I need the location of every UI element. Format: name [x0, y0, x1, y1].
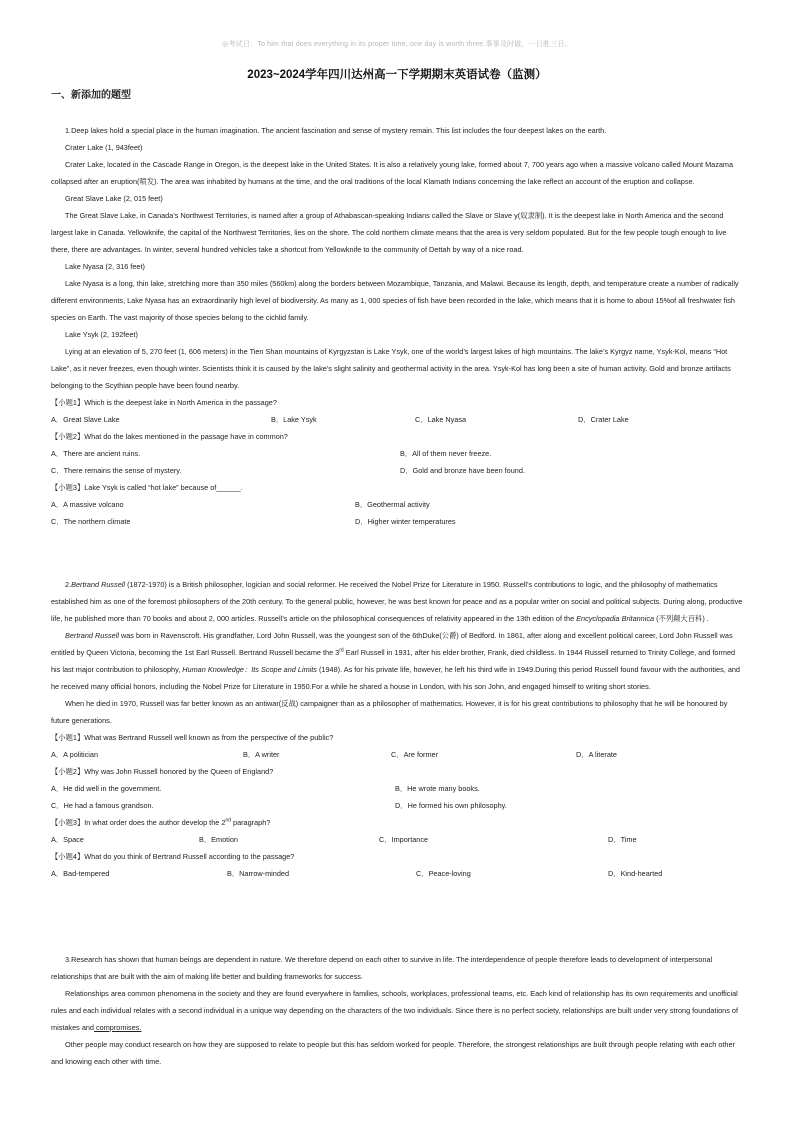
question-stem: 【小题3】Lake Ysyk is called “hot lake” because of______. — [51, 483, 243, 492]
option-a[interactable]: A．A massive volcano — [51, 500, 124, 509]
option-b[interactable]: B．He wrote many books. — [395, 784, 480, 793]
text-run: Earl Russell in 1931, after his elder brother, Frank, died childless. In 1944 Russell returned to Trinity College, and formed his last major contribution to philosophy, — [51, 648, 736, 674]
text-run: 【小题3】In what order does the author develop the 2 — [51, 818, 226, 827]
question-stem: 【小题2】Why was John Russell honored by the Queen of England? — [51, 767, 274, 776]
text-run: was born in Ravenscroft. His grandfather, Lord John Russell, was the youngest son of the 6thDuke(公爵) of Bedford. In 1861, after along and excellent political career, Lord John Russell was entitled by Queen Victoria, becoming the 1st Earl Russell. Bertrand Russell became the 3 — [51, 631, 733, 657]
text-run: Relationships area common phenomena in the society and they are found everywhere in families, schools, workplaces, professional teams, etc. Each kind of relationship has its own requirements and unofficial rules and each individual relates with a second individual in a unique way depending on the characters of the two individuals. Since there is no perfect society, relationships are built under very strong foundations of mistakes and — [51, 989, 738, 1032]
options-row — [51, 445, 743, 462]
options-row — [51, 865, 743, 882]
lake-text: Crater Lake, located in the Cascade Range in Oregon, is the deepest lake in the United States. It is also a relatively young lake, formed about 7, 700 years ago when a massive volcano called Mount Mazama collapsed after an eruption(喷发). The area was inhabited by humans at the time, and the oral traditions of the local Klamath Indians concerning the lake reflect an account of the eruption and collapse. — [51, 160, 734, 186]
option-d[interactable]: D．Crater Lake — [578, 415, 629, 424]
option-c[interactable]: C．Lake Nyasa — [415, 415, 467, 424]
passage-1 — [51, 122, 743, 530]
option-a[interactable]: A．Bad-tempered — [51, 869, 110, 878]
options-row — [51, 411, 743, 428]
options-row — [51, 780, 743, 797]
option-b[interactable]: B．Emotion — [199, 835, 238, 844]
option-d[interactable]: D．Higher winter temperatures — [355, 517, 456, 526]
book-title: Human Knowledge：Its Scope and Limits — [182, 665, 317, 674]
section-heading: 一、新添加的题型 — [51, 90, 131, 101]
text-run: (1948). As for his private life, however, he left his third wife in 1949.During this period Russell found favour with the authorities, and he received many official honors, including the Nobel Prize for Literature in 1950.For a while he shared a house in London, with his son John, and engaged himself to writing short stories. — [51, 665, 740, 691]
question-stem — [51, 814, 743, 831]
lake-text: The Great Slave Lake, in Canada’s Northwest Territories, is named after a group of Athabascan-speaking Indians called the Slave or Slave y(奴隶制). It is the deepest lake in North America and the second largest lake in Canada. Yellowknife, the capital of the Northwest Territories, lies on the shore. The cold northern climate means that the area is very seldom populated. But for the few people tough enough to live there, there are advantages. In winter, several hundred vehicles take a shortcut from Yellowknife to the community of Dettah by way of a nice road. — [51, 211, 727, 254]
passage3-para2 — [51, 985, 743, 1036]
option-c[interactable]: C．He had a famous grandson. — [51, 801, 154, 810]
options-row — [51, 496, 743, 513]
option-b[interactable]: B．All of them never freeze. — [400, 449, 492, 458]
page-title: 2023~2024学年四川达州高一下学期期末英语试卷（监测） — [247, 69, 547, 81]
question-stem: 【小题2】What do the lakes mentioned in the passage have in common? — [51, 432, 288, 441]
passage-number: 2. — [65, 580, 72, 589]
option-c[interactable]: C．Peace-loving — [416, 869, 471, 878]
encyclopedia-title: Encyclopadia Britannica — [576, 614, 655, 623]
option-b[interactable]: B．A writer — [243, 750, 280, 759]
options-row — [51, 746, 743, 763]
question-stem: 【小题1】Which is the deepest lake in North America in the passage? — [51, 398, 277, 407]
option-d[interactable]: D．Gold and bronze have been found. — [400, 466, 525, 475]
question-stem: 【小题4】What do you think of Bertrand Russell according to the passage? — [51, 852, 295, 861]
option-b[interactable]: B．Geothermal activity — [355, 500, 430, 509]
superscript: nd — [225, 817, 231, 824]
person-name: Bertrand Russell — [71, 580, 126, 589]
option-a[interactable]: A．There are ancient ruins. — [51, 449, 141, 458]
lake-heading: Lake Nyasa (2, 316 feet) — [65, 262, 145, 271]
lake-text: Lake Nyasa is a long, thin lake, stretching more than 350 miles (560km) along the borders between Mozambique, Tanzania, and Malawi. Because its length, depth, and temperature create a number of radically different environments, Lake Nyasa has an extraordinarily high level of biodiversity. As many as 1, 000 species of fish have been recorded in the lake, which means that it is home to about 15%of all freshwater fish species on Earth. The vast majority of those species belong to the cichlid family. — [51, 279, 739, 322]
option-a[interactable]: A．Space — [51, 835, 84, 844]
options-row — [51, 797, 743, 814]
lake-text: Lying at an elevation of 5, 270 feet (1, 606 meters) in the Tien Shan mountains of Kyrgyzstan is Lake Ysyk, one of the world’s largest lakes of high mountains. The lake’s Kyrgyz name, Ysyk-Kol, means “Hot Lake”, as it never freezes, even though winter. Scientists think it is caused by the lake’s slight salinity and geothermal activity in the area. Ysyk-Kol has long been a site of human activity. Gold and bronze artifacts belonging to the Scythian people have been found nearby. — [51, 347, 731, 390]
option-c[interactable]: C．There remains the sense of mystery. — [51, 466, 182, 475]
option-c[interactable]: C．The northern climate — [51, 517, 131, 526]
header-motto: ◎考试日：To him that does everything in its proper time, one day is worth three.事事及时做，一日胜三日。 — [222, 41, 572, 48]
passage-2 — [51, 576, 743, 882]
option-a[interactable]: A．A politician — [51, 750, 99, 759]
options-row — [51, 831, 743, 848]
lake-heading: Great Slave Lake (2, 015 feet) — [65, 194, 163, 203]
options-row — [51, 513, 743, 530]
lake-heading: Crater Lake (1, 943feet) — [65, 143, 143, 152]
superscript: rd — [339, 647, 344, 654]
option-d[interactable]: D．A literate — [576, 750, 617, 759]
text-run: (1872-1970) is a British philosopher, logician and social reformer. He received the Nobel Prize for Literature in 1950. Russell’s contributions to logic, and the philosophy of mathematics established him as one of the foremost philosophers of the 20th century. To the general public, however, he was best known for peace and as a popular writer on social and political subjects. During along, productive life, he published more than 70 books and about 2, 000 articles. Russell’s article on the philosophical consequences of relativity appeared in the 13th edition of the — [51, 580, 743, 623]
person-name: Bertrand Russell — [65, 631, 119, 640]
option-a[interactable]: A．Great Slave Lake — [51, 415, 120, 424]
option-c[interactable]: C．Importance — [379, 835, 429, 844]
lake-heading: Lake Ysyk (2, 192feet) — [65, 330, 138, 339]
option-b[interactable]: B．Lake Ysyk — [271, 415, 317, 424]
text-run: (不列颠大百科) . — [654, 614, 709, 623]
question-stem: 【小题1】What was Bertrand Russell well known as from the perspective of the public? — [51, 733, 334, 742]
passage2-para1 — [51, 576, 743, 627]
option-d[interactable]: D．Time — [608, 835, 637, 844]
underlined-word: compromises. — [94, 1023, 142, 1032]
passage1-intro: 1.Deep lakes hold a special place in the human imagination. The ancient fascination and sense of mystery remain. This list includes the four deepest lakes on the earth. — [65, 126, 607, 135]
option-d[interactable]: D．Kind-hearted — [608, 869, 663, 878]
options-row — [51, 462, 743, 479]
passage2-para3: When he died in 1970, Russell was far better known as an antiwar(反战) campaigner than as a philosopher of mathematics. However, it is for his great contributions to philosophy that he will be honoured by future generations. — [51, 699, 728, 725]
option-a[interactable]: A．He did well in the government. — [51, 784, 162, 793]
option-c[interactable]: C．Are former — [391, 750, 439, 759]
text-run: paragraph? — [230, 818, 271, 827]
passage2-para2 — [51, 627, 743, 695]
option-d[interactable]: D．He formed his own philosophy. — [395, 801, 507, 810]
passage-3 — [51, 951, 743, 1070]
option-b[interactable]: B．Narrow-minded — [227, 869, 290, 878]
passage3-para1: 3.Research has shown that human beings are dependent in nature. We therefore depend on each other to survive in life. The interdependence of people therefore leads to development of interpersonal relationships that are built with the aim of making life better and building frameworks for success. — [51, 955, 713, 981]
passage3-para3: Other people may conduct research on how they are supposed to relate to people but this has seldom worked for people. Therefore, the strongest relationships are built through people relating with each other and knowing each other with time. — [51, 1040, 735, 1066]
